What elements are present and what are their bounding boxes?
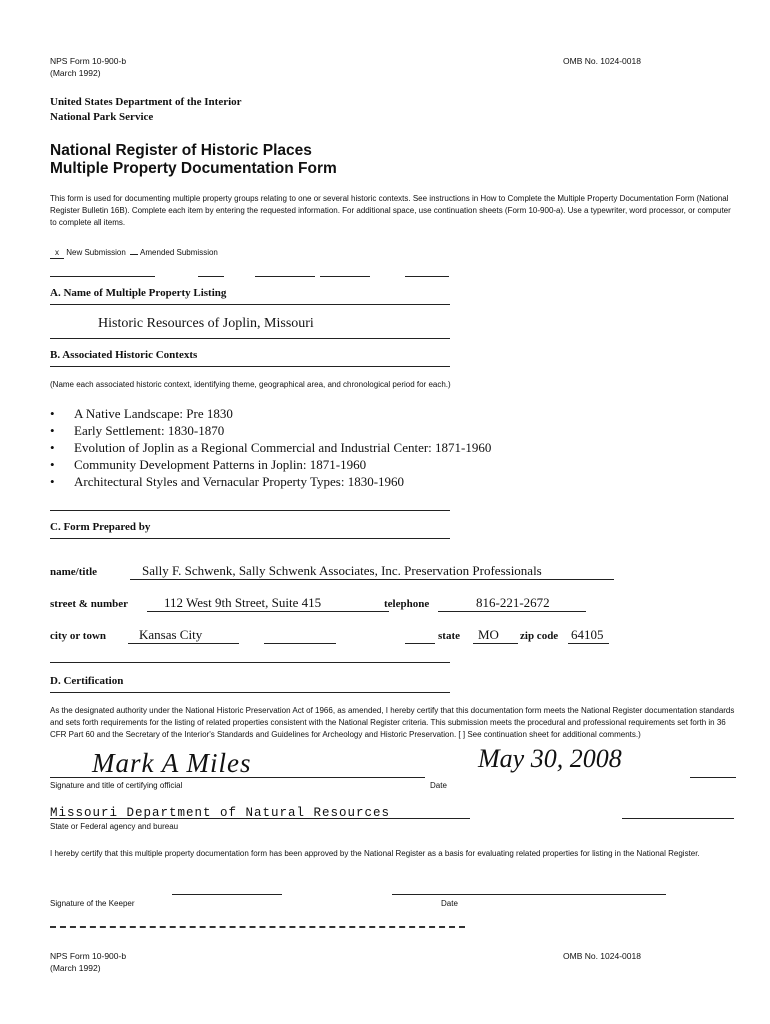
state-label: state	[438, 630, 460, 642]
divider	[50, 692, 450, 693]
new-submission-label: New Submission	[66, 248, 126, 257]
submission-type	[50, 247, 218, 259]
zip-label: zip code	[520, 630, 559, 642]
bullet-icon: •	[50, 423, 55, 438]
list-item: • Evolution of Joplin as a Regional Commercial and Industrial Center: 1871-1960	[50, 440, 492, 455]
list-item: • Early Settlement: 1830-1870	[50, 423, 225, 438]
keeper-date-label: Date	[441, 899, 458, 908]
divider	[50, 926, 465, 928]
omb-number: OMB No. 1024-0018	[563, 56, 641, 66]
amended-submission-label: Amended Submission	[140, 248, 218, 257]
certifying-signature: Mark A Miles	[92, 748, 252, 778]
zip-field[interactable]: 64105	[568, 627, 609, 644]
bullet-icon: •	[50, 440, 55, 455]
city-label: city or town	[50, 630, 107, 642]
keeper-label: Signature of the Keeper	[50, 899, 135, 908]
name-title-label: name/title	[50, 566, 98, 578]
instructions: This form is used for documenting multiple property groups relating to one or several historic contexts. See instructions in How to Complete the Multiple Property Documentation Form (National Register Bulletin 16B). Complete each item by entering the requested information. For additional space, use continuation sheets (Form 10-900-a). Use a typewriter, word processor, or computer to complete all items.	[50, 194, 731, 227]
street-label: street & number	[50, 598, 128, 610]
approval-text: I hereby certify that this multiple property documentation form has been approved by the National Register as a basis for evaluating related properties for listing in the National Register.	[50, 849, 700, 858]
list-item: • A Native Landscape: Pre 1830	[50, 406, 233, 421]
page-subtitle: Multiple Property Documentation Form	[50, 160, 337, 177]
divider	[50, 662, 450, 663]
bullet-icon: •	[50, 457, 55, 472]
footer-form-date: (March 1992)	[50, 963, 101, 973]
property-listing-name: Historic Resources of Joplin, Missouri	[98, 316, 314, 331]
historic-contexts-list	[50, 405, 491, 490]
section-d-heading: D. Certification	[50, 675, 124, 687]
footer-omb-number: OMB No. 1024-0018	[563, 951, 641, 961]
amended-submission-checkbox[interactable]	[130, 254, 138, 255]
divider	[690, 777, 736, 778]
contexts-note: (Name each associated historic context, identifying theme, geographical area, and chronological period for each.)	[50, 380, 451, 389]
divider	[255, 276, 315, 277]
divider	[405, 276, 449, 277]
divider	[198, 276, 224, 277]
divider	[50, 304, 450, 305]
telephone-field[interactable]: 816-221-2672	[438, 595, 586, 612]
divider	[264, 643, 336, 644]
name-title-field[interactable]: Sally F. Schwenk, Sally Schwenk Associates, Inc. Preservation Professionals	[130, 563, 614, 580]
page-title: National Register of Historic Places	[50, 142, 312, 159]
city-field[interactable]: Kansas City	[128, 627, 239, 644]
section-a-heading: A. Name of Multiple Property Listing	[50, 287, 227, 299]
new-submission-checkbox[interactable]: x	[50, 247, 64, 259]
agency-name: Missouri Department of Natural Resources	[50, 806, 391, 820]
divider	[320, 276, 370, 277]
form-date: (March 1992)	[50, 68, 101, 78]
street-field[interactable]: 112 West 9th Street, Suite 415	[147, 595, 389, 612]
department-line: United States Department of the Interior	[50, 96, 242, 108]
divider	[172, 894, 282, 895]
divider	[50, 276, 155, 277]
telephone-label: telephone	[384, 598, 430, 610]
divider	[50, 818, 470, 819]
divider	[392, 894, 666, 895]
section-b-heading: B. Associated Historic Contexts	[50, 349, 198, 361]
list-item: • Community Development Patterns in Joplin: 1871-1960	[50, 457, 367, 472]
divider	[50, 366, 450, 367]
state-field[interactable]: MO	[473, 627, 518, 644]
form-number: NPS Form 10-900-b	[50, 56, 127, 66]
divider	[405, 643, 435, 644]
service-line: National Park Service	[50, 111, 154, 123]
signature-label: Signature and title of certifying official	[50, 781, 183, 790]
section-c-heading: C. Form Prepared by	[50, 521, 151, 533]
divider	[50, 510, 450, 511]
divider	[50, 777, 425, 778]
agency-label: State or Federal agency and bureau	[50, 822, 179, 831]
divider	[622, 818, 734, 819]
bullet-icon: •	[50, 474, 55, 489]
bullet-icon: •	[50, 406, 55, 421]
date-label: Date	[430, 781, 447, 790]
list-item: • Architectural Styles and Vernacular Property Types: 1830-1960	[50, 474, 405, 489]
certification-date: May 30, 2008	[478, 744, 622, 773]
divider	[50, 338, 450, 339]
divider	[50, 538, 450, 539]
certification-text: As the designated authority under the National Historic Preservation Act of 1966, as amended, I hereby certify that this documentation form meets the National Register documentation standards and sets forth requirements for the listing of related properties consistent with the National Register criteria. This submission meets the procedural and professional requirements set forth in 36 CFR Part 60 and the Secretary of the Interior's Standards and Guidelines for Archeology and Historic Preservation. [ ] See continuation sheet for additional comments.)	[50, 706, 735, 739]
continuation-checkbox[interactable]: [ ]	[458, 730, 466, 739]
footer-form-number: NPS Form 10-900-b	[50, 951, 127, 961]
